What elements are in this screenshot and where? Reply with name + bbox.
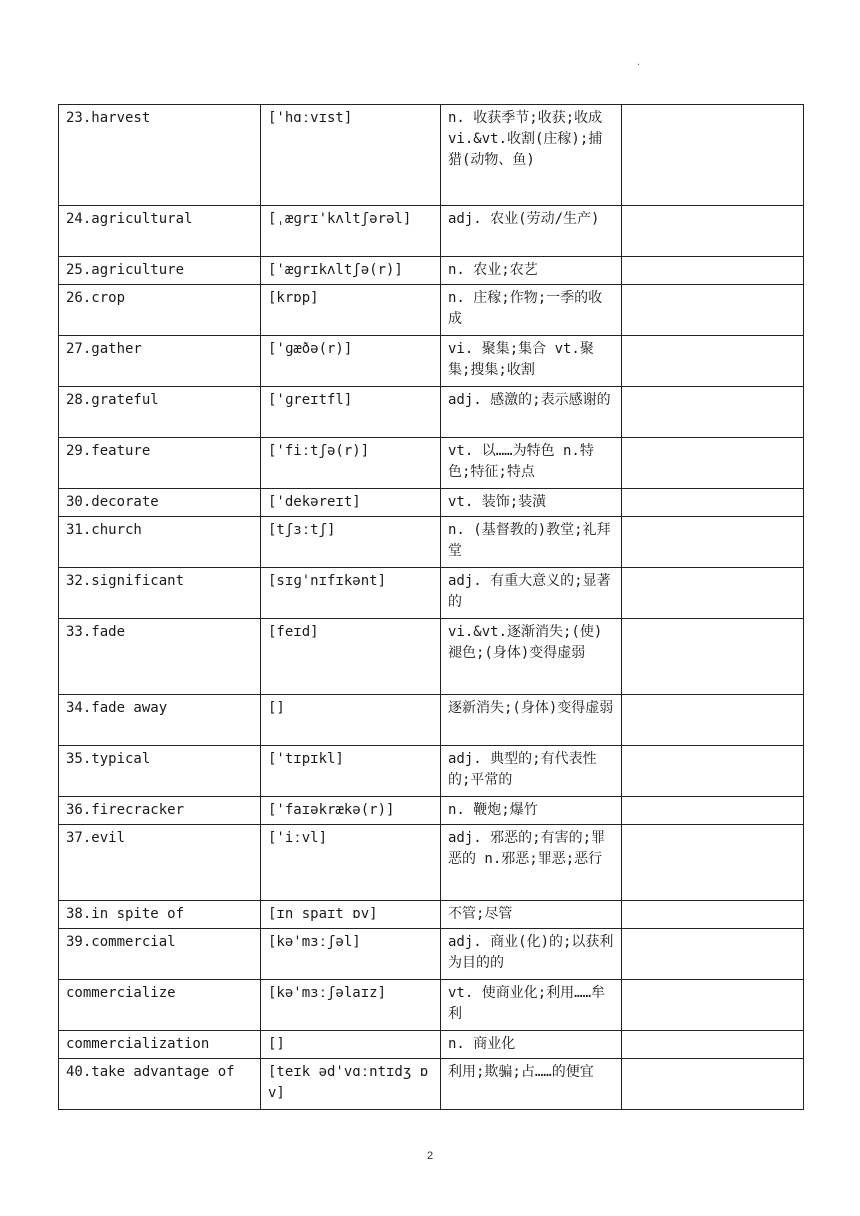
word-cell: 33.fade xyxy=(59,619,261,695)
phonetic-cell: ['tɪpɪkl] xyxy=(261,746,441,797)
meaning-cell: adj. 商业(化)的;以获利为目的的 xyxy=(441,929,622,980)
note-cell xyxy=(622,105,804,206)
meaning-cell: adj. 农业(劳动/生产) xyxy=(441,206,622,257)
meaning-cell: vt. 以……为特色 n.特色;特征;特点 xyxy=(441,438,622,489)
page-number: 2 xyxy=(426,1150,434,1162)
note-cell xyxy=(622,438,804,489)
phonetic-cell: ['dekəreɪt] xyxy=(261,489,441,517)
phonetic-cell: [tʃɜːtʃ] xyxy=(261,517,441,568)
phonetic-cell: [ɪn spaɪt ɒv] xyxy=(261,901,441,929)
meaning-cell: n. 庄稼;作物;一季的收成 xyxy=(441,285,622,336)
note-cell xyxy=(622,489,804,517)
note-cell xyxy=(622,825,804,901)
table-row xyxy=(59,517,804,568)
note-cell xyxy=(622,387,804,438)
meaning-cell: n. (基督教的)教堂;礼拜堂 xyxy=(441,517,622,568)
phonetic-cell: [] xyxy=(261,695,441,746)
table-row xyxy=(59,285,804,336)
note-cell xyxy=(622,619,804,695)
table-row xyxy=(59,489,804,517)
meaning-cell: adj. 感激的;表示感谢的 xyxy=(441,387,622,438)
note-cell xyxy=(622,901,804,929)
meaning-cell: vt. 使商业化;利用……牟利 xyxy=(441,980,622,1031)
note-cell xyxy=(622,1031,804,1059)
word-cell: 39.commercial xyxy=(59,929,261,980)
page-mark: . xyxy=(636,58,641,67)
meaning-cell: vt. 装饰;装潢 xyxy=(441,489,622,517)
word-cell: 28.grateful xyxy=(59,387,261,438)
word-cell: 31.church xyxy=(59,517,261,568)
note-cell xyxy=(622,797,804,825)
note-cell xyxy=(622,929,804,980)
phonetic-cell: [teɪk əd'vɑːntɪdʒ ɒv] xyxy=(261,1059,441,1110)
phonetic-cell: [krɒp] xyxy=(261,285,441,336)
note-cell xyxy=(622,568,804,619)
table-row xyxy=(59,901,804,929)
phonetic-cell: [] xyxy=(261,1031,441,1059)
meaning-cell: adj. 邪恶的;有害的;罪恶的 n.邪恶;罪恶;恶行 xyxy=(441,825,622,901)
table-row xyxy=(59,1031,804,1059)
phonetic-cell: [kə'mɜːʃəlaɪz] xyxy=(261,980,441,1031)
meaning-cell: 利用;欺骗;占……的便宜 xyxy=(441,1059,622,1110)
word-cell: 30.decorate xyxy=(59,489,261,517)
table-row xyxy=(59,825,804,901)
table-row xyxy=(59,387,804,438)
word-cell: 26.crop xyxy=(59,285,261,336)
phonetic-cell: ['ɡreɪtfl] xyxy=(261,387,441,438)
meaning-cell: n. 收获季节;收获;收成 vi.&vt.收割(庄稼);捕猎(动物、鱼) xyxy=(441,105,622,206)
phonetic-cell: ['fiːtʃə(r)] xyxy=(261,438,441,489)
meaning-cell: adj. 典型的;有代表性的;平常的 xyxy=(441,746,622,797)
note-cell xyxy=(622,206,804,257)
meaning-cell: vi. 聚集;集合 vt.聚集;搜集;收割 xyxy=(441,336,622,387)
table-row xyxy=(59,1059,804,1110)
vocabulary-table xyxy=(58,104,804,1110)
table-row xyxy=(59,438,804,489)
table-row xyxy=(59,746,804,797)
note-cell xyxy=(622,1059,804,1110)
word-cell: commercialize xyxy=(59,980,261,1031)
phonetic-cell: [sɪɡ'nɪfɪkənt] xyxy=(261,568,441,619)
meaning-cell: 逐新消失;(身体)变得虚弱 xyxy=(441,695,622,746)
phonetic-cell: ['iːvl] xyxy=(261,825,441,901)
note-cell xyxy=(622,980,804,1031)
word-cell: 32.significant xyxy=(59,568,261,619)
meaning-cell: adj. 有重大意义的;显著的 xyxy=(441,568,622,619)
word-cell: 40.take advantage of xyxy=(59,1059,261,1110)
table-row xyxy=(59,336,804,387)
note-cell xyxy=(622,257,804,285)
table-row xyxy=(59,797,804,825)
word-cell: 25.agriculture xyxy=(59,257,261,285)
word-cell: 24.agricultural xyxy=(59,206,261,257)
table-row xyxy=(59,619,804,695)
word-cell: 23.harvest xyxy=(59,105,261,206)
vocabulary-table-body xyxy=(59,105,804,1110)
word-cell: 34.fade away xyxy=(59,695,261,746)
meaning-cell: vi.&vt.逐渐消失;(使)褪色;(身体)变得虚弱 xyxy=(441,619,622,695)
note-cell xyxy=(622,285,804,336)
table-row xyxy=(59,980,804,1031)
meaning-cell: n. 农业;农艺 xyxy=(441,257,622,285)
phonetic-cell: ['ɡæðə(r)] xyxy=(261,336,441,387)
table-row xyxy=(59,695,804,746)
note-cell xyxy=(622,336,804,387)
word-cell: 35.typical xyxy=(59,746,261,797)
phonetic-cell: ['faɪəkrækə(r)] xyxy=(261,797,441,825)
meaning-cell: 不管;尽管 xyxy=(441,901,622,929)
table-row xyxy=(59,568,804,619)
table-row xyxy=(59,257,804,285)
note-cell xyxy=(622,517,804,568)
word-cell: 29.feature xyxy=(59,438,261,489)
table-row xyxy=(59,105,804,206)
phonetic-cell: ['æɡrɪkʌltʃə(r)] xyxy=(261,257,441,285)
word-cell: 37.evil xyxy=(59,825,261,901)
word-cell: 36.firecracker xyxy=(59,797,261,825)
word-cell: 38.in spite of xyxy=(59,901,261,929)
note-cell xyxy=(622,746,804,797)
note-cell xyxy=(622,695,804,746)
phonetic-cell: ['hɑːvɪst] xyxy=(261,105,441,206)
meaning-cell: n. 鞭炮;爆竹 xyxy=(441,797,622,825)
meaning-cell: n. 商业化 xyxy=(441,1031,622,1059)
table-row xyxy=(59,206,804,257)
phonetic-cell: [ˌæɡrɪ'kʌltʃərəl] xyxy=(261,206,441,257)
word-cell: commercialization xyxy=(59,1031,261,1059)
phonetic-cell: [kə'mɜːʃəl] xyxy=(261,929,441,980)
phonetic-cell: [feɪd] xyxy=(261,619,441,695)
table-row xyxy=(59,929,804,980)
word-cell: 27.gather xyxy=(59,336,261,387)
